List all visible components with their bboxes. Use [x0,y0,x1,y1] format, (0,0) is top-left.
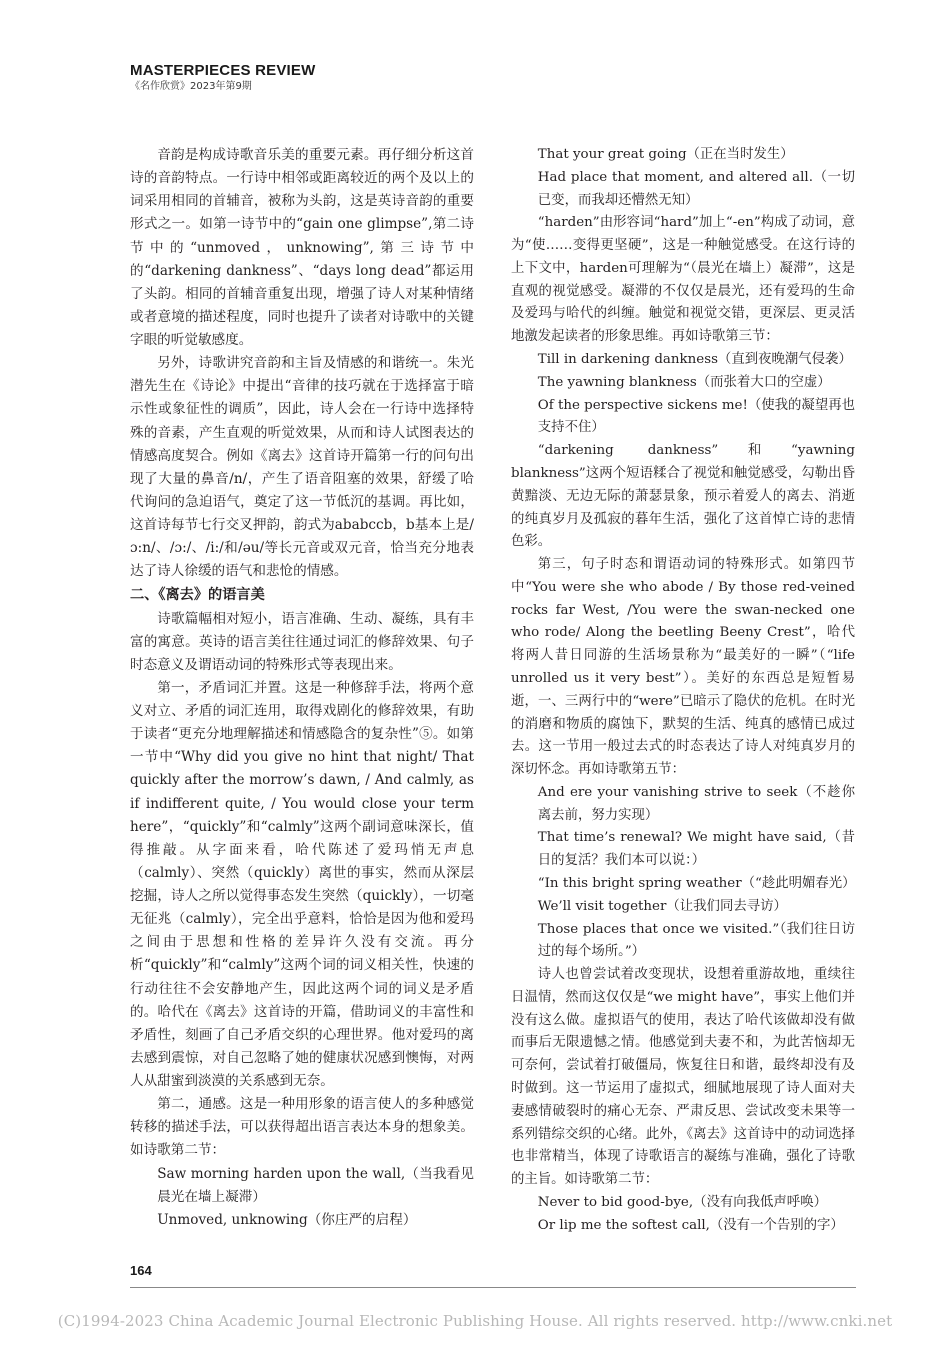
right-column [511,144,855,1238]
footer-divider [130,1287,856,1288]
poem-line: Saw morning harden upon the wall,（当我看见晨光在墙上凝滞） [157,1165,474,1205]
poem-line: Of the perspective sickens me!（使我的凝望再也支持不住） [537,397,855,436]
paragraph: 诗歌篇幅相对短小，语言准确、生动、凝练，具有丰富的寓意。英诗的语言美往往通过词汇的修辞效果、句子时态意义及谓语动词的特殊形式等表现出来。 [130,610,474,673]
poem-line: Till in darkening dankness（直到夜晚潮气侵袭） [537,352,852,368]
poem-line: Or lip me the softest call,（没有一个告别的字） [537,1217,844,1233]
poem-line: The yawning blankness（而张着大口的空虚） [537,374,831,390]
page-number: 164 [130,1263,152,1278]
paragraph: 第一，矛盾词汇并置。这是一种修辞手法，将两个意义对立、矛盾的词汇连用，取得戏剧化的修辞效果，有助于读者“更充分地理解描述和情感隐含的复杂性”⑤。如第一节中“Why did you give no hint that night/ That quickly after the morrow’s dawn, / And calmly, as if indifferent quite, / You would close your term here”，“quickly”和“calmly”这两个副词意味深长，值得推敲。从字面来看，哈代陈述了爱玛悄无声息（calmly）、突然（quickly）离世的事实，然而从深层挖掘，诗人之所以觉得事态发生突然（quickly），一切毫无征兆（calmly），完全出乎意料，恰恰是因为他和爱玛之间由于思想和性格的差异许久没有交流。再分析“quickly”和“calmly”这两个词的词义相关性，快速的行动往往不会安静地产生，因此这两个词的词义是矛盾的。哈代在《离去》这首诗的开篇，借助词义的丰富性和矛盾性，刻画了自己矛盾交织的心理世界。他对爱玛的离去感到震惊，对自己忽略了她的健康状况感到懊悔，对两人从甜蜜到淡漠的关系感到无奈。 [130,679,474,1090]
poem-line: That time’s renewal? We might have said,（昔日的复活？我们本可以说：） [537,830,855,869]
paragraph: 音韵是构成诗歌音乐美的重要元素。再仔细分析这首诗的音韵特点。一行诗中相邻或距离较近的两个及以上的词采用相同的首辅音，被称为头韵，这是英诗音韵的重要形式之一。如第一诗节中的“gain one glimpse”,第二诗节中的“unmoved，unknowing”,第三诗节中的“darkening dankness”、“days long dead”都运用了头韵。相同的首辅音重复出现，增强了诗人对某种情绪或者意境的描述程度，同时也提升了读者对诗歌中的关键字眼的听觉敏感度。 [130,147,474,348]
poem-line: And ere your vanishing strive to seek（不趁你离去前，努力实现） [537,784,855,823]
poem-line: That your great going（正在当时发生） [537,147,794,162]
poem-line: Never to bid good-bye,（没有向我低声呼唤） [537,1194,827,1210]
paragraph: 第三，句子时态和谓语动词的特殊形式。如第四节中“You were she who abode / By those red-veined rocks far West, /You were the swan-necked one who rode/ Along the beetling Beeny Crest”，哈代将两人昔日同游的生活场景称为“最美好的一瞬”（“life unrolled us it very best”）。美好的东西总是短暂易逝，一、三两行中的“were”已暗示了隐伏的危机。在时光的消磨和物质的腐蚀下，默契的生活、纯真的感情已成过去。这一节用一般过去式的时态表达了诗人对纯真岁月的深切怀念。再如诗歌第五节： [511,557,855,778]
paragraph: 诗人也曾尝试着改变现状，设想着重游故地，重续往日温情，然而这仅仅是“we might have”，事实上他们并没有这么做。虚拟语气的使用，表达了哈代该做却没有做而事后无限遗憾之情。他感觉到夫妻不和，为此苦恼却无可奈何，尝试着打破僵局，恢复往日和谐，最终却没有及时做到。这一节运用了虚拟式，细腻地展现了诗人面对夫妻感情破裂时的痛心无奈、严肃反思、尝试改变未果等一系列错综交织的心绪。此外，《离去》这首诗中的动词选择也非常精当，体现了诗歌语言的凝练与准确，强化了诗歌的主旨。如诗歌第二节： [511,967,855,1188]
poem-line: Had place that moment, and altered all.（一切已变，而我却还懵然无知） [537,169,855,208]
poem-line: “In this bright spring weather（“趁此明媚春光） [537,876,856,891]
journal-title: MASTERPIECES REVIEW [130,62,316,79]
journal-issue: 《名作欣赏》2023年第9期 [130,81,252,92]
left-column [130,144,474,1232]
poem-line: We’ll visit together（让我们同去寻访） [537,898,787,914]
paragraph: “harden”由形容词“hard”加上“-en”构成了动词，意为“使……变得更坚硬”，这是一种触觉感受。在这行诗的上下文中，harden可理解为“（晨光在墙上）凝滞”，这是直观的视觉感受。凝滞的不仅仅是晨光，还有爱玛的生命及爱玛与哈代的纠缠。触觉和视觉交错，更深层、更灵活地激发起读者的形象思维。再如诗歌第三节： [511,215,855,345]
section-heading: 二、《离去》的语言美 [130,587,265,604]
paragraph: 另外，诗歌讲究音韵和主旨及情感的和谐统一。朱光潜先生在《诗论》中提出“音律的技巧就在于选择富于暗示性或象征性的调质”，因此，诗人会在一行诗中选择特殊的音素，产生直观的听觉效果，从而和诗人试图表达的情感高度契合。例如《离去》这首诗开篇第一行的问句出现了大量的鼻音/n/，产生了语音阻塞的效果，舒缓了哈代询问的急迫语气，奠定了这一节低沉的基调。再比如，这首诗每节七行交叉押韵，韵式为ababccb，b基本上是/ɔ:n/、/ɔ:/、/i:/和/əu/等长元音或双元音，恰当充分地表达了诗人徐缓的语气和悲怆的情感。 [130,355,474,580]
journal-header [130,62,316,94]
copyright-watermark: (C)1994-2023 China Academic Journal Electronic Publishing House. All rights reserved. http://www.cnki.net [57,1312,893,1330]
poem-line: Unmoved, unknowing（你庄严的启程） [157,1211,417,1228]
paragraph: 第二，通感。这是一种用形象的语言使人的多种感觉转移的描述手法，可以获得超出语言表达本身的想象美。如诗歌第二节： [130,1096,474,1159]
paragraph: “darkening dankness”和“yawning blankness”这两个短语糅合了视觉和触觉感受，勾勒出昏黄黯淡、无边无际的萧瑟景象，预示着爱人的离去、消逝的纯真岁月及孤寂的暮年生活，强化了这首悼亡诗的悲情色彩。 [511,443,855,550]
poem-line: Those places that once we visited.”（我们往日访过的每个场所。”） [537,921,855,960]
